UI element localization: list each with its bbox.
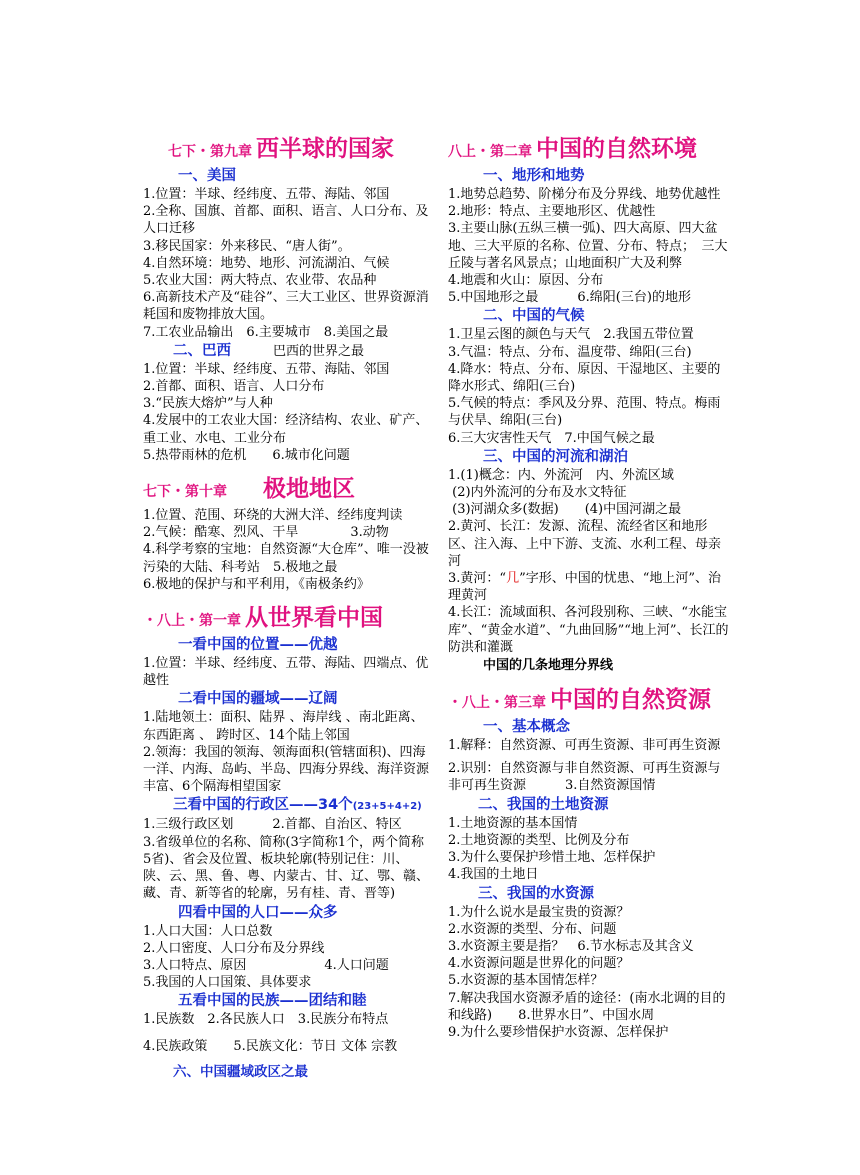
list-item: (2)内外流河的分布及水文特征 bbox=[448, 485, 627, 501]
list-item: 7.解决我国水资源矛盾的途径：(南水北调的目的和线路) 8.世界水日”、中国水周 bbox=[448, 990, 726, 1023]
list-item: 5.中国地形之最 6.绵阳(三台)的地形 bbox=[448, 290, 691, 306]
list-item: 5.我国的人口国策、具体要求 bbox=[143, 975, 312, 991]
brazil-items bbox=[143, 361, 430, 464]
list-item: 3.为什么要保护珍惜土地、怎样保护 bbox=[448, 850, 656, 866]
chapter-label: 八上・第二章 bbox=[448, 144, 532, 160]
list-item: 1.民族数 2.各民族人口 3.民族分布特点 bbox=[143, 1012, 389, 1028]
list-item: 4.自然环境：地势、地形、河流湖泊、气候 bbox=[143, 255, 390, 271]
list-item: 3.水资源主要是指？ 6.节水标志及其含义 bbox=[448, 938, 694, 954]
section-territory: 二看中国的疆域——辽阔 bbox=[178, 691, 338, 708]
list-item: 1.位置、范围、环绕的大洲大洋、经纬度判读 bbox=[143, 508, 403, 524]
section-admin bbox=[143, 796, 430, 816]
list-item: 2.地形：特点、主要地形区、优越性 bbox=[448, 204, 656, 220]
chapter-10-heading bbox=[143, 470, 430, 503]
list-item: 1.三级行政区划 2.首都、自治区、特区 bbox=[143, 817, 402, 833]
list-item: 1.人口大国：人口总数 bbox=[143, 923, 273, 939]
list-item: 1.位置：半球、经纬度、五带、海陆、邻国 bbox=[143, 187, 390, 202]
section-water: 三、我国的水资源 bbox=[478, 885, 594, 902]
list-item: 3.移民国家：外来移民、“唐人街”。 bbox=[143, 238, 351, 254]
list-item: 2.人口密度、人口分布及分界线 bbox=[143, 940, 325, 956]
list-item: 2.领海：我国的领海、领海面积(管辖面积)、四海一洋、内海、岛屿、半岛、四海分界线、海洋资源丰富、6个隔海相望国家 bbox=[143, 744, 430, 795]
list-item: 5.农业大国：两大特点、农业带、农品种 bbox=[143, 273, 377, 289]
chapter-label: 七下・第十章 bbox=[143, 484, 227, 501]
chapter-title: 中国的自然资源 bbox=[550, 687, 711, 714]
chapter-3-heading bbox=[448, 681, 733, 714]
list-item: 4.水资源问题是世界化的问题？ bbox=[448, 956, 630, 972]
list-item: 1.陆地领土：面积、陆界 、海岸线 、南北距离、东西距离 、 跨时区、14个陆上邻国 bbox=[143, 710, 424, 743]
list-item: 1.解释：自然资源、可再生资源、非可再生资源 bbox=[448, 738, 721, 754]
list-item: 6.三大灾害性天气 7.中国气候之最 bbox=[448, 430, 655, 446]
section-brazil bbox=[143, 342, 430, 361]
list-item: 1.土地资源的基本国情 bbox=[448, 815, 578, 831]
list-item: 3.气温：特点、分布、温度带、绵阳(三台) bbox=[448, 344, 692, 360]
list-item: 1.地势总趋势、阶梯分布及分界线、地势优越性 bbox=[448, 187, 721, 202]
section-ethnic: 五看中国的民族——团结和睦 bbox=[178, 993, 367, 1010]
highlight-text: 几 bbox=[506, 571, 520, 587]
section-usa: 一、美国 bbox=[178, 168, 236, 184]
list-item: 3.主要山脉(五纵三横一弧)、四大高原、四大盆地、三大平原的名称、位置、分布、特点； 三大丘陵与著名风景点；山地面积广大及利弊 bbox=[448, 221, 728, 271]
section-location: 一看中国的位置——优越 bbox=[178, 637, 338, 654]
chapter-9-heading bbox=[143, 130, 430, 163]
list-item: 4.发展中的工农业大国：经济结构、农业、矿产、重工业、水电、工业分布 bbox=[143, 413, 429, 446]
list-item: 9.为什么要珍惜保护水资源、怎样保护 bbox=[448, 1024, 669, 1040]
list-item: 3.“民族大熔炉”与人种 bbox=[143, 396, 273, 412]
section-note: 巴西的世界之最 bbox=[273, 343, 365, 359]
chapter-label: ・八上・第一章 bbox=[143, 613, 241, 630]
list-item: 1.(1)概念：内、外流河 内、外流区域 bbox=[448, 467, 674, 483]
chapter-title: 从世界看中国 bbox=[245, 605, 383, 632]
section-concepts: 一、基本概念 bbox=[483, 719, 570, 736]
list-item: 1.位置：半球、经纬度、五带、海陆、邻国 bbox=[143, 361, 390, 377]
section-title: 二、巴西 bbox=[173, 342, 231, 359]
section-land: 二、我国的土地资源 bbox=[478, 796, 609, 813]
list-item: 6.高新技术产及“硅谷”、三大工业区、世界资源消耗国和废物排放大国。 bbox=[143, 290, 429, 323]
list-item bbox=[448, 570, 733, 604]
list-item: 4.我国的土地日 bbox=[448, 867, 539, 883]
chapter-title: 西半球的国家 bbox=[256, 136, 394, 162]
list-item: (3)河湖众多(数据) (4)中国河湖之最 bbox=[448, 502, 682, 518]
list-item: 2.识别：自然资源与非自然资源、可再生资源与非可再生资源 3.自然资源国情 bbox=[448, 761, 721, 794]
list-item: 2.全称、国旗、首都、面积、语言、人口分布、及人口迁移 bbox=[143, 204, 429, 237]
list-item: 3.人口特点、原因 4.人口问题 bbox=[143, 957, 389, 973]
chapter-title: 中国的自然环境 bbox=[536, 136, 697, 162]
list-item: 5.水资源的基本国情怎样？ bbox=[448, 973, 604, 989]
chapter-label: ・八上・第三章 bbox=[448, 695, 546, 712]
chapter-label: 七下・第九章 bbox=[168, 144, 252, 160]
item-text: 3.黄河：“ bbox=[448, 571, 507, 587]
section-terrain: 一、地形和地势 bbox=[483, 168, 585, 184]
item-text: ”字形、中国的忧患、“地上河”、治理黄河 bbox=[448, 571, 722, 604]
chapter-title: 极地地区 bbox=[263, 476, 355, 503]
list-item: 2.气候：酷寒、烈风、干旱 3.动物 bbox=[143, 525, 389, 541]
list-item: 2.土地资源的类型、比例及分布 bbox=[448, 832, 630, 848]
chapter-2-heading bbox=[448, 130, 733, 163]
list-item: 4.降水：特点、分布、原因、干湿地区、主要的降水形式、绵阳(三台) bbox=[448, 361, 721, 395]
list-item: 4.科学考察的宝地：自然资源“大仓库”、唯一没被污染的大陆、科考站 5.极地之最 bbox=[143, 542, 429, 575]
list-item: 1.位置：半球、经纬度、五带、海陆、四端点、优越性 bbox=[143, 656, 429, 689]
list-item: 3.省级单位的名称、简称(3字简称1个，两个简称5省)、省会及位置、板块轮廓(特别记住：川、陕、云、黑、鲁、粤、内蒙古、甘、辽、鄂、赣、藏、青、新等省的轮廓，另有桂、青、晋等) bbox=[143, 834, 430, 902]
list-item: 6.极地的保护与和平利用，《南极条约》 bbox=[143, 576, 370, 592]
list-item: 4.民族政策 5.民族文化：节日 文体 宗教 bbox=[143, 1038, 398, 1054]
section-population: 四看中国的人口——众多 bbox=[178, 904, 338, 921]
list-item: 2.黄河、长江：发源、流程、流经省区和地形区、注入海、上中下游、支流、水利工程、母亲河 bbox=[448, 519, 722, 569]
list-item: 7.工农业品输出 6.主要城市 8.美国之最 bbox=[143, 324, 389, 340]
polar-items bbox=[143, 507, 430, 593]
section-note: (23+5+4+2) bbox=[352, 801, 422, 813]
right-column bbox=[448, 128, 733, 1041]
section-records: 六、中国疆域政区之最 bbox=[173, 1063, 308, 1080]
section-rivers: 三、中国的河流和湖泊 bbox=[483, 448, 628, 465]
section-climate: 二、中国的气候 bbox=[483, 308, 585, 325]
boundary-lines-heading: 中国的几条地理分界线 bbox=[483, 658, 614, 674]
list-item: 1.卫星云图的颜色与天气 2.我国五带位置 bbox=[448, 327, 694, 343]
list-item: 2.水资源的类型、分布、问题 bbox=[448, 921, 617, 937]
left-column bbox=[143, 128, 430, 1082]
chapter-1-heading bbox=[143, 599, 430, 632]
list-item: 5.气候的特点：季风及分界、范围、特点。梅雨与伏旱、绵阳(三台) bbox=[448, 396, 721, 429]
list-item: 2.首都、面积、语言、人口分布 bbox=[143, 379, 325, 395]
list-item: 5.热带雨林的危机 6.城市化问题 bbox=[143, 447, 350, 463]
section-title: 三看中国的行政区——34个 bbox=[173, 797, 353, 814]
list-item: 4.长江：流域面积、各河段别称、三峡、“水能宝库”、“黄金水道”、“九曲回肠”“地上河”、长江的防洪和灌溉 bbox=[448, 605, 729, 655]
usa-items bbox=[143, 186, 430, 341]
list-item: 4.地震和火山：原因、分布 bbox=[448, 273, 604, 289]
list-item: 1.为什么说水是最宝贵的资源？ bbox=[448, 904, 630, 920]
